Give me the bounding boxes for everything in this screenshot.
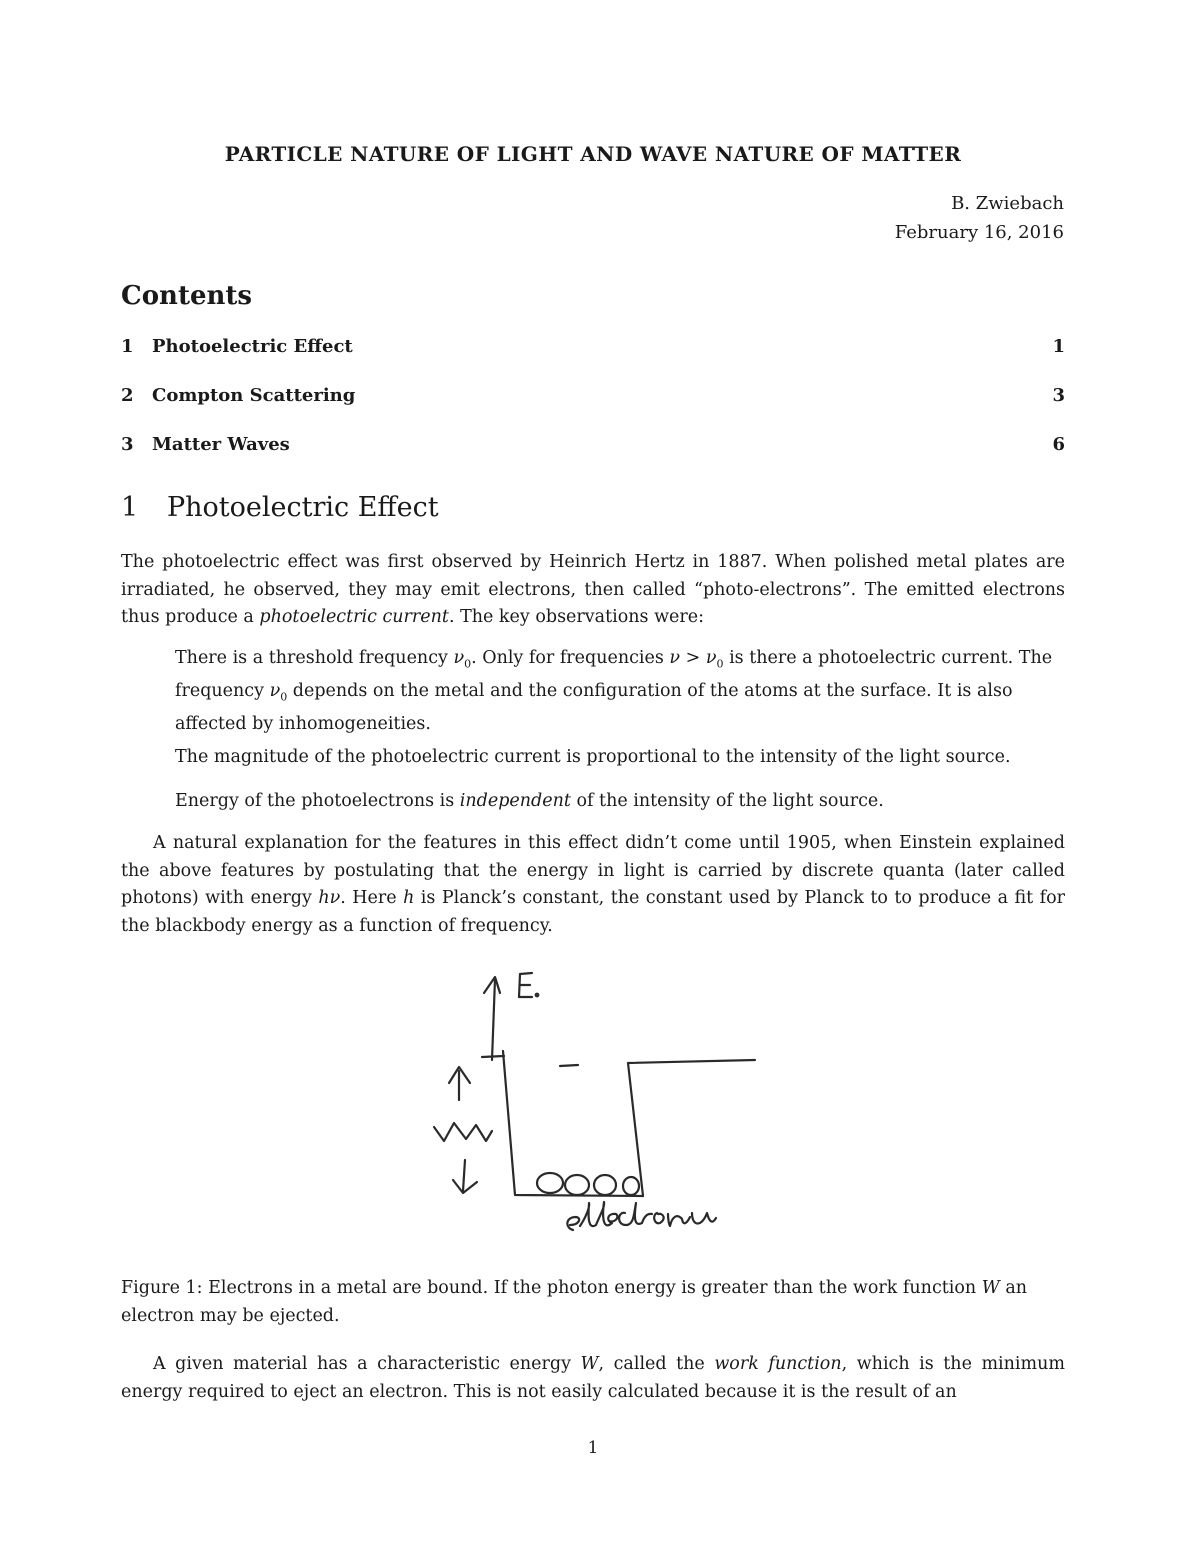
toc-entry[interactable] (121, 434, 1065, 460)
toc-page: 6 (1052, 434, 1065, 455)
contents-heading: Contents (121, 281, 253, 311)
paragraph-intro: The photoelectric effect was first observed by Heinrich Hertz in 1887. When polished metal plates are irradiated, he observed, they may emit electrons, then called “photo-electrons”. The emitted electrons thus produce a photoelectric current. The key observations were: (121, 552, 1065, 627)
toc-label: Photoelectric Effect (152, 336, 353, 357)
toc-number: 3 (121, 434, 134, 455)
toc-number: 1 (121, 336, 134, 357)
paragraph-work-function: A given material has a characteristic energy W, called the work function, which is the minimum energy required to eject an electron. This is not easily calculated because it is the result of an (121, 1354, 1065, 1402)
figure-caption: Figure 1: Electrons in a metal are bound. If the photon energy is greater than the work function W an electron may be ejected. (121, 1278, 1028, 1326)
section-number: 1 (121, 492, 139, 523)
paper-title: PARTICLE NATURE OF LIGHT AND WAVE NATURE OF MATTER (224, 142, 962, 166)
date: February 16, 2016 (894, 222, 1064, 243)
toc-label: Compton Scattering (152, 385, 356, 406)
toc-number: 2 (121, 385, 134, 406)
toc-page: 3 (1052, 385, 1065, 406)
paragraph-einstein: A natural explanation for the features in this effect didn’t come until 1905, when Einstein explained the above features by postulating that the energy in light is carried by discrete quanta (later called photons) with energy hν. Here h is Planck’s constant, the constant used by Planck to to produce a fit for the blackbody energy as a function of frequency. (121, 833, 1066, 936)
work-function-sketch (420, 955, 780, 1235)
toc-entry[interactable] (121, 336, 1065, 362)
toc-page: 1 (1052, 336, 1065, 357)
page-number: 1 (587, 1438, 599, 1458)
author: B. Zwiebach (951, 193, 1064, 214)
observation-2: The magnitude of the photoelectric current is proportional to the intensity of the light source. (175, 747, 1011, 767)
section-heading (121, 492, 439, 523)
toc-label: Matter Waves (152, 434, 290, 455)
toc-entry[interactable] (121, 385, 1065, 411)
observation-3: Energy of the photoelectrons is independent of the intensity of the light source. (175, 791, 884, 811)
section-title: Photoelectric Effect (167, 492, 439, 523)
observation-1: There is a threshold frequency $\nu_0$. Only for frequencies $\nu > \nu_0$ is there a photoelectric current. The frequency $\nu_0$ depends on the metal and the configuration of the atoms at the surface. It is also affected by inhomogeneities. (175, 648, 1053, 734)
